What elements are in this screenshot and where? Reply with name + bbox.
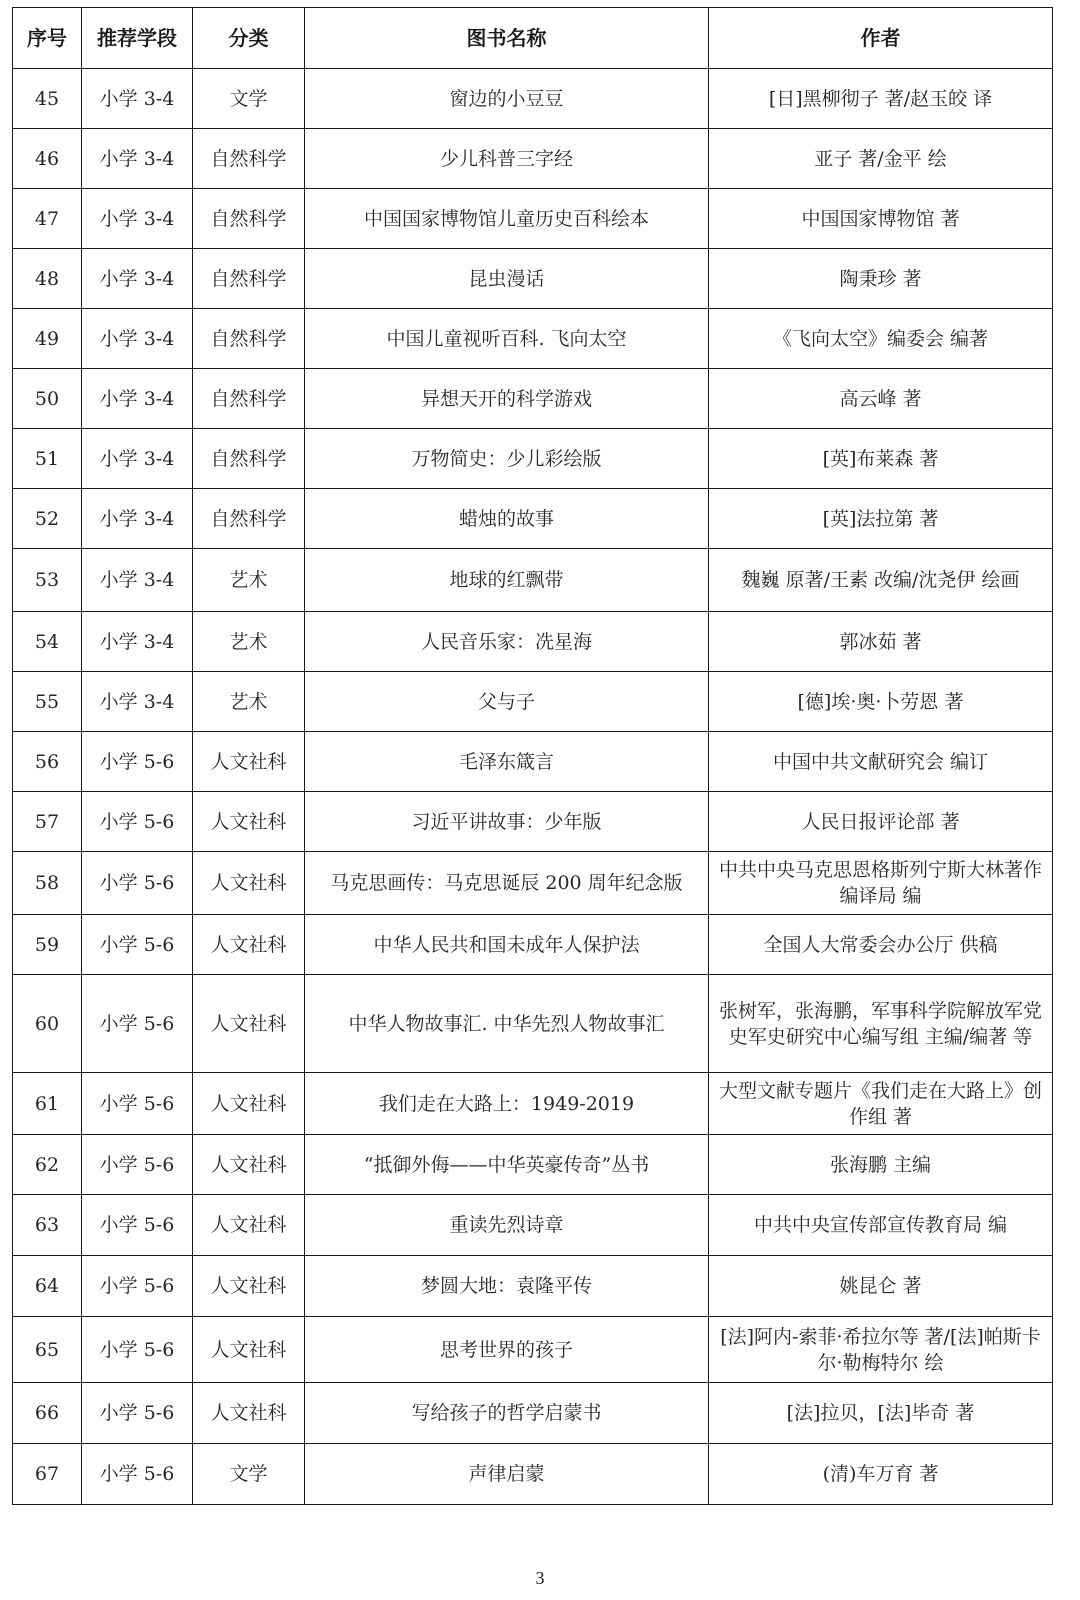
table-row: [13, 1256, 1053, 1317]
cell-category: 人文社科: [193, 975, 305, 1073]
cell-stage: 小学 3-4: [82, 369, 193, 429]
cell-no: 45: [13, 69, 82, 129]
page-number: 3: [535, 1568, 545, 1588]
cell-category: 自然科学: [193, 429, 305, 489]
cell-no: 66: [13, 1383, 82, 1444]
cell-author: 张海鹏 主编: [709, 1135, 1053, 1195]
cell-stage: 小学 3-4: [82, 69, 193, 129]
cell-category: 自然科学: [193, 249, 305, 309]
table-row: [13, 69, 1053, 129]
cell-category: 人文社科: [193, 852, 305, 915]
table-row: [13, 369, 1053, 429]
cell-title: 思考世界的孩子: [305, 1317, 709, 1383]
cell-author: 亚子 著/金平 绘: [709, 129, 1053, 189]
cell-stage: 小学 5-6: [82, 1195, 193, 1256]
cell-no: 67: [13, 1444, 82, 1505]
book-list-table: [12, 7, 1053, 1505]
header-category: 分类: [193, 8, 305, 69]
cell-no: 50: [13, 369, 82, 429]
cell-stage: 小学 5-6: [82, 732, 193, 792]
cell-title: 父与子: [305, 672, 709, 732]
cell-no: 65: [13, 1317, 82, 1383]
cell-author: 《飞向太空》编委会 编著: [709, 309, 1053, 369]
cell-stage: 小学 3-4: [82, 612, 193, 672]
cell-no: 48: [13, 249, 82, 309]
table-row: [13, 1317, 1053, 1383]
cell-author: 中共中央马克思恩格斯列宁斯大林著作编译局 编: [709, 852, 1053, 915]
cell-no: 59: [13, 915, 82, 975]
cell-no: 51: [13, 429, 82, 489]
cell-title: “抵御外侮——中华英豪传奇”丛书: [305, 1135, 709, 1195]
cell-stage: 小学 3-4: [82, 672, 193, 732]
cell-title: 我们走在大路上：1949-2019: [305, 1073, 709, 1135]
table-header-row: [13, 8, 1053, 69]
cell-author: 全国人大常委会办公厅 供稿: [709, 915, 1053, 975]
cell-stage: 小学 5-6: [82, 1135, 193, 1195]
cell-category: 自然科学: [193, 129, 305, 189]
cell-no: 63: [13, 1195, 82, 1256]
table-row: [13, 612, 1053, 672]
table-row: [13, 309, 1053, 369]
cell-category: 人文社科: [193, 1195, 305, 1256]
header-author: 作者: [709, 8, 1053, 69]
cell-no: 62: [13, 1135, 82, 1195]
cell-no: 52: [13, 489, 82, 549]
cell-author: 中共中央宣传部宣传教育局 编: [709, 1195, 1053, 1256]
cell-category: 自然科学: [193, 309, 305, 369]
cell-category: 艺术: [193, 549, 305, 612]
cell-stage: 小学 5-6: [82, 852, 193, 915]
cell-category: 人文社科: [193, 915, 305, 975]
header-title: 图书名称: [305, 8, 709, 69]
table-row: [13, 429, 1053, 489]
cell-author: [德]埃·奥·卜劳恩 著: [709, 672, 1053, 732]
cell-title: 声律启蒙: [305, 1444, 709, 1505]
cell-stage: 小学 3-4: [82, 489, 193, 549]
cell-stage: 小学 3-4: [82, 129, 193, 189]
cell-category: 文学: [193, 1444, 305, 1505]
cell-category: 自然科学: [193, 369, 305, 429]
cell-category: 文学: [193, 69, 305, 129]
table-row: [13, 915, 1053, 975]
table-row: [13, 1195, 1053, 1256]
table-row: [13, 672, 1053, 732]
cell-no: 49: [13, 309, 82, 369]
table-row: [13, 549, 1053, 612]
table-row: [13, 189, 1053, 249]
cell-no: 64: [13, 1256, 82, 1317]
table-body: [13, 69, 1053, 1505]
cell-no: 55: [13, 672, 82, 732]
cell-author: [法]阿内-索菲·希拉尔等 著/[法]帕斯卡尔·勒梅特尔 绘: [709, 1317, 1053, 1383]
cell-stage: 小学 3-4: [82, 189, 193, 249]
header-no: 序号: [13, 8, 82, 69]
table-row: [13, 489, 1053, 549]
cell-stage: 小学 3-4: [82, 249, 193, 309]
header-stage: 推荐学段: [82, 8, 193, 69]
cell-category: 人文社科: [193, 1073, 305, 1135]
cell-category: 自然科学: [193, 489, 305, 549]
cell-author: [英]法拉第 著: [709, 489, 1053, 549]
cell-author: 陶秉珍 著: [709, 249, 1053, 309]
cell-title: 蜡烛的故事: [305, 489, 709, 549]
table-row: [13, 1444, 1053, 1505]
cell-category: 艺术: [193, 612, 305, 672]
table-row: [13, 792, 1053, 852]
cell-author: 张树军，张海鹏，军事科学院解放军党史军史研究中心编写组 主编/编著 等: [709, 975, 1053, 1073]
cell-title: 习近平讲故事：少年版: [305, 792, 709, 852]
cell-author: 高云峰 著: [709, 369, 1053, 429]
cell-category: 人文社科: [193, 1383, 305, 1444]
cell-category: 自然科学: [193, 189, 305, 249]
table-row: [13, 852, 1053, 915]
cell-no: 46: [13, 129, 82, 189]
cell-no: 53: [13, 549, 82, 612]
cell-category: 人文社科: [193, 1256, 305, 1317]
cell-no: 47: [13, 189, 82, 249]
cell-author: 魏巍 原著/王素 改编/沈尧伊 绘画: [709, 549, 1053, 612]
table-row: [13, 129, 1053, 189]
cell-stage: 小学 5-6: [82, 1256, 193, 1317]
cell-title: 中国国家博物馆儿童历史百科绘本: [305, 189, 709, 249]
cell-stage: 小学 5-6: [82, 1383, 193, 1444]
cell-category: 人文社科: [193, 1135, 305, 1195]
cell-author: 大型文献专题片《我们走在大路上》创作组 著: [709, 1073, 1053, 1135]
cell-title: 万物简史：少儿彩绘版: [305, 429, 709, 489]
cell-author: 中国国家博物馆 著: [709, 189, 1053, 249]
cell-title: 梦圆大地：袁隆平传: [305, 1256, 709, 1317]
cell-category: 艺术: [193, 672, 305, 732]
cell-stage: 小学 5-6: [82, 1073, 193, 1135]
cell-title: 地球的红飘带: [305, 549, 709, 612]
cell-title: 异想天开的科学游戏: [305, 369, 709, 429]
cell-title: 人民音乐家：冼星海: [305, 612, 709, 672]
cell-no: 58: [13, 852, 82, 915]
cell-title: 中国儿童视听百科. 飞向太空: [305, 309, 709, 369]
cell-no: 57: [13, 792, 82, 852]
table-row: [13, 975, 1053, 1073]
cell-title: 写给孩子的哲学启蒙书: [305, 1383, 709, 1444]
cell-title: 重读先烈诗章: [305, 1195, 709, 1256]
cell-stage: 小学 3-4: [82, 309, 193, 369]
cell-title: 马克思画传：马克思诞辰 200 周年纪念版: [305, 852, 709, 915]
cell-stage: 小学 3-4: [82, 549, 193, 612]
cell-stage: 小学 3-4: [82, 429, 193, 489]
cell-author: [法]拉贝，[法]毕奇 著: [709, 1383, 1053, 1444]
cell-title: 昆虫漫话: [305, 249, 709, 309]
table-row: [13, 1135, 1053, 1195]
table-row: [13, 1383, 1053, 1444]
cell-stage: 小学 5-6: [82, 1317, 193, 1383]
cell-author: 姚昆仑 著: [709, 1256, 1053, 1317]
cell-no: 54: [13, 612, 82, 672]
cell-category: 人文社科: [193, 732, 305, 792]
cell-no: 61: [13, 1073, 82, 1135]
cell-author: (清)车万育 著: [709, 1444, 1053, 1505]
cell-author: [英]布莱森 著: [709, 429, 1053, 489]
cell-category: 人文社科: [193, 792, 305, 852]
table-row: [13, 732, 1053, 792]
cell-title: 中华人物故事汇. 中华先烈人物故事汇: [305, 975, 709, 1073]
cell-no: 56: [13, 732, 82, 792]
cell-author: 人民日报评论部 著: [709, 792, 1053, 852]
cell-stage: 小学 5-6: [82, 1444, 193, 1505]
cell-title: 中华人民共和国未成年人保护法: [305, 915, 709, 975]
cell-no: 60: [13, 975, 82, 1073]
cell-title: 少儿科普三字经: [305, 129, 709, 189]
cell-author: 中国中共文献研究会 编订: [709, 732, 1053, 792]
cell-title: 毛泽东箴言: [305, 732, 709, 792]
cell-author: [日]黑柳彻子 著/赵玉皎 译: [709, 69, 1053, 129]
cell-category: 人文社科: [193, 1317, 305, 1383]
table-row: [13, 249, 1053, 309]
cell-stage: 小学 5-6: [82, 915, 193, 975]
cell-stage: 小学 5-6: [82, 792, 193, 852]
table-row: [13, 1073, 1053, 1135]
cell-title: 窗边的小豆豆: [305, 69, 709, 129]
cell-author: 郭冰茹 著: [709, 612, 1053, 672]
cell-stage: 小学 5-6: [82, 975, 193, 1073]
